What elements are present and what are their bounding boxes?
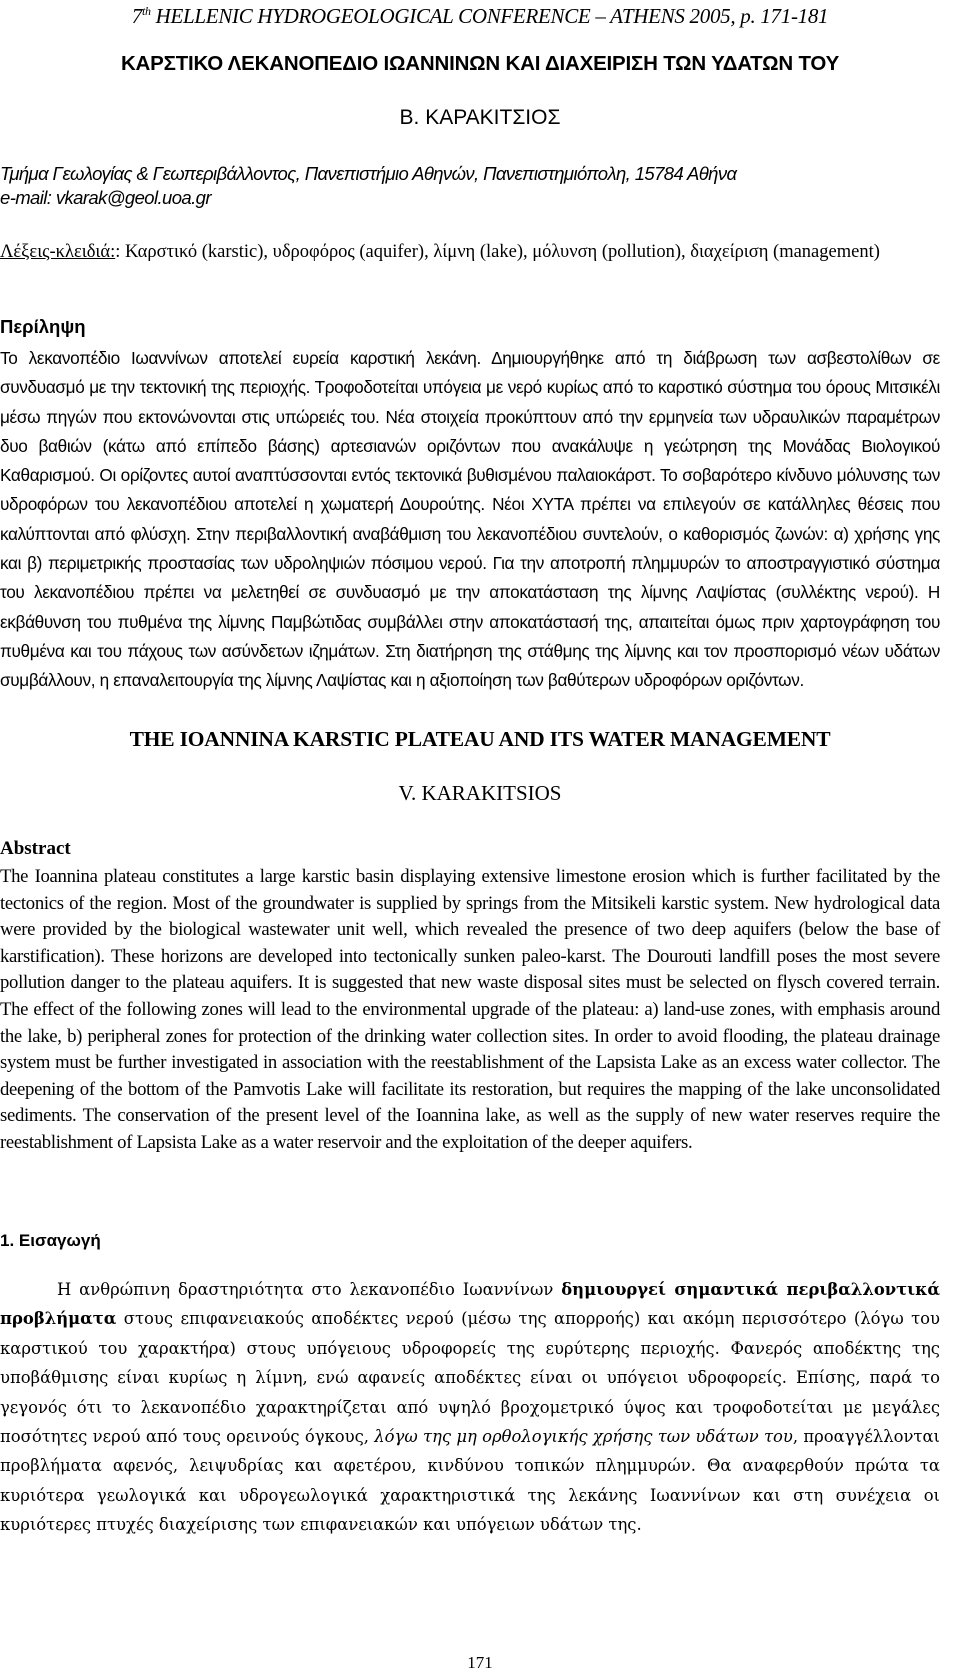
affiliation-block <box>0 162 940 210</box>
english-title: THE IOANNINA KARSTIC PLATEAU AND ITS WATER MANAGEMENT <box>129 727 831 751</box>
introduction-text <box>0 1275 940 1540</box>
affiliation: Τμήμα Γεωλογίας & Γεωπεριβάλλοντος, Πανεπιστήμιο Αθηνών, Πανεπιστημιόπολη, 15784 Αθήνα <box>0 163 737 184</box>
intro-part-3: , προαγγέλλονται προβλήματα αφενός, λειψυδρίας και αφετέρου, κινδύνου τοπικών πλημμυρών. Θα αναφερθούν πρώτα τα κυριότερα γεωλογικά και υδρογεωλογικά χαρακτηριστικά της λεκάνης Ιωαννίνων και στη συνέχεια οι κυριότερες πτυχές διαχείρισης των επιφανειακών και υπόγειων υδάτων της. <box>0 1427 940 1535</box>
abstract-heading: Abstract <box>0 838 71 859</box>
intro-part-2: στους επιφανειακούς αποδέκτες νερού (μέσω της απορροής) και ακόμη περισσότερο (λόγω του καρστικού του χαρακτήρα) στους υπόγειους υδροφορείς της ευρύτερης περιοχής. Φανερός αποδέκτης της υποβάθμισης είναι κυρίως η λίμνη, ενώ αφανείς αποδέκτες είναι οι υπόγειοι υδροφορείς. Επίσης, παρά το γεγονός ότι το λεκανοπέδιο χαρακτηρίζεται από υψηλό βροχομετρικό ύψος και τροφοδοτείται με μεγάλες ποσότητες νερού από τους ορεινούς όγκους, <box>0 1309 940 1447</box>
summary-heading: Περίληψη <box>0 316 86 337</box>
greek-author: Β. ΚΑΡΑΚΙΤΣΙΟΣ <box>399 106 561 129</box>
header-text: HELLENIC HYDROGEOLOGICAL CONFERENCE – ATHENS 2005, p. 171-181 <box>150 4 829 28</box>
abstract-text: The Ioannina plateau constitutes a large karstic basin displaying extensive limestone erosion which is further facilitated by the tectonics of the region. Most of the groundwater is supplied by springs from the Mitsikeli karstic system. New hydrological data were provided by the biological wastewater unit well, which revealed the presence of two deep aquifers (below the base of karstification). These horizons are developed into tectonically sunken paleo-karst. The Dourouti landfill poses the most severe pollution danger to the plateau aquifers. It is suggested that new waste disposal sites must be selected on flysch covered terrain. The effect of the following zones will lead to the environmental upgrade of the plateau: a) land-use zones, with emphasis around the lake, b) peripheral zones for protection of the drinking water collection sites. In order to avoid flooding, the plateau drainage system must be further investigated in association with the reestablishment of the Lapsista Lake as an excess water collector. The deepening of the bottom of the Pamvotis Lake will facilitate its restoration, but requires the mapping of the lake unconsolidated sediments. The conservation of the present level of the Ioannina lake, as well as the supply of new water reserves require the reestablishment of Lapsista Lake as a water reservoir and the exploitation of the deeper aquifers. <box>0 866 940 1153</box>
keywords-label: Λέξεις-κλειδιά: <box>0 242 116 262</box>
introduction-heading: 1. Εισαγωγή <box>0 1231 101 1250</box>
keywords-text: : Καρστικό (karstic), υδροφόρος (aquifer), λίμνη (lake), μόλυνση (pollution), διαχείριση (management) <box>115 242 880 262</box>
english-author: V. KARAKITSIOS <box>398 781 562 805</box>
header-prefix: 7 <box>131 4 142 28</box>
greek-title: ΚΑΡΣΤΙΚΟ ΛΕΚΑΝΟΠΕΔΙΟ ΙΩΑΝΝΙΝΩΝ ΚΑΙ ΔΙΑΧΕΙΡΙΣΗ ΤΩΝ ΥΔΑΤΩΝ ΤΟΥ <box>120 52 840 75</box>
intro-italic-phrase: λόγω της μη ορθολογικής χρήσης των υδάτων του <box>374 1427 793 1447</box>
intro-part-1: Η ανθρώπινη δραστηριότητα στο λεκανοπέδιο Ιωαννίνων <box>57 1280 562 1299</box>
running-header <box>0 4 960 29</box>
email: e-mail: vkarak@geol.uoa.gr <box>0 187 211 208</box>
summary-text: Το λεκανοπέδιο Ιωαννίνων αποτελεί ευρεία καρστική λεκάνη. Δημιουργήθηκε από τη διάβρωση των ασβεστολίθων σε συνδυασμό με την τεκτονική της περιοχής. Τροφοδοτείται υπόγεια με νερό κυρίως από το καρστικό σύστημα του όρους Μιτσικέλι μέσω πηγών που εκτονώνονται στις υπώρειές του. Νέα στοιχεία προκύπτουν από την ερμηνεία των υδραυλικών παραμέτρων δυο βαθιών (κάτω από επίπεδο βάσης) αρτεσιανών οριζόντων που ανακάλυψε η γεώτρηση της Μονάδας Βιολογικού Καθαρισμού. Οι ορίζοντες αυτοί αναπτύσσονται εντός τεκτονικά βυθισμένου παλαιοκάρστ. Το σοβαρότερο κίνδυνο μόλυνσης των υδροφόρων του λεκανοπέδιου αποτελεί η χωματερή Δουρούτης. Νέοι ΧΥΤΑ πρέπει να επιλεγούν σε κατάλληλες θέσεις που καλύπτονται από φλύσχη. Στην περιβαλλοντική αναβάθμιση του λεκανοπέδιου συντελούν, ο καθορισμός ζωνών: α) χρήσης γης και β) περιμετρικής προστασίας των υδροληψιών πόσιμου νερού. Για την αποτροπή πλημμυρών το αποστραγγιστικό σύστημα του λεκανοπέδιου πρέπει να μελετηθεί σε συνδυασμό με την αποκατάσταση της λίμνης Λαψίστας (συλλέκτης νερού). Η εκβάθυνση του πυθμένα της λίμνης Παμβώτιδας συμβάλλει στην αποκατάστασή της, απαιτείται όμως πριν χαρτογράφηση του πυθμένα και του πάχους των ασύνδετων ιζημάτων. Στη διατήρηση της στάθμης της λίμνης και τον προσπορισμό νέων υδάτων συμβάλλουν, η επαναλειτουργία της λίμνης Λαψίστας και η αξιοποίηση των βαθύτερων υδροφόρων οριζόντων. <box>0 348 940 691</box>
intro-bold-phrase: δημιουργεί σημαντικά περιβαλλοντικά προβλήματα <box>0 1280 940 1329</box>
page-number: 171 <box>467 1653 493 1672</box>
keywords <box>0 238 940 267</box>
header-superscript: th <box>141 4 151 18</box>
